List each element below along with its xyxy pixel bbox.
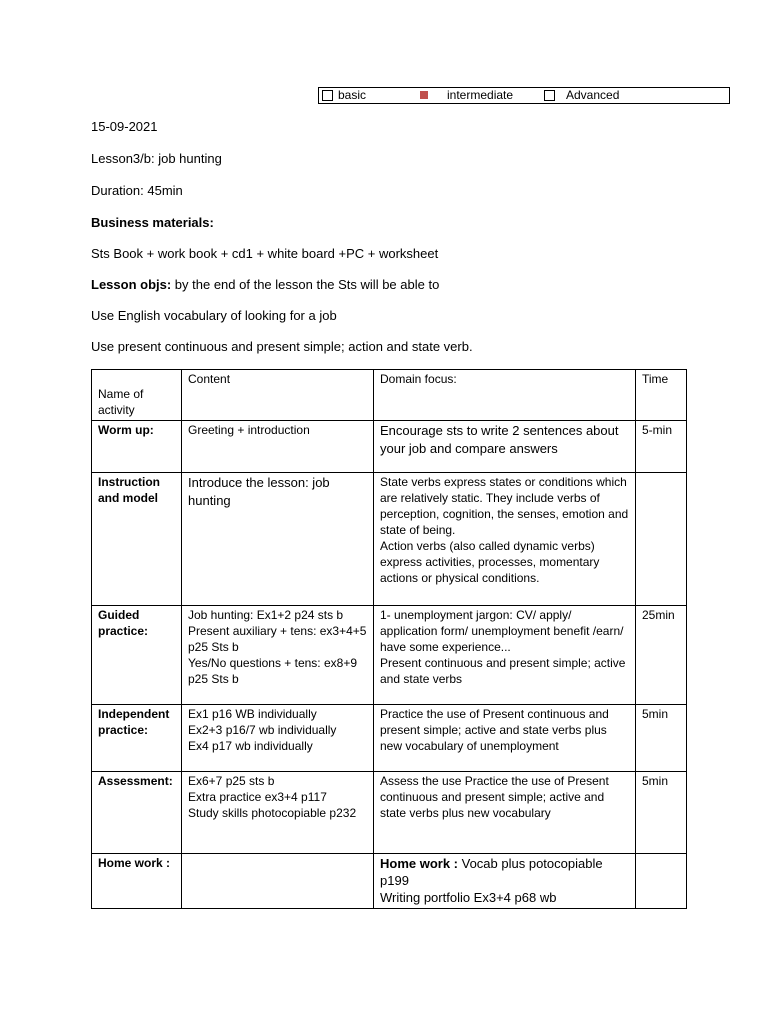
activity-time: 5-min bbox=[636, 421, 687, 473]
activity-domain: State verbs express states or conditions which are relatively static. They include verbs of perception, cognition, the senses, emotion and state of being. Action verbs (also called dynamic verbs) express activities, processes, momentary actions or physical conditions. bbox=[374, 473, 636, 606]
materials-list: Sts Book + work book + cd1 + white board +PC + worksheet bbox=[91, 246, 439, 261]
header-domain-focus: Domain focus: bbox=[374, 370, 636, 421]
activity-name: Instruction and model bbox=[92, 473, 182, 606]
activity-content: Job hunting: Ex1+2 p24 sts b Present auxiliary + tens: ex3+4+5 p25 Sts b Yes/No questions + tens: ex8+9 p25 Sts b bbox=[182, 606, 374, 705]
table-row bbox=[92, 772, 687, 854]
business-materials-heading: Business materials: bbox=[91, 215, 214, 230]
objective-grammar: Use present continuous and present simple; action and state verb. bbox=[91, 339, 473, 354]
advanced-checkbox[interactable] bbox=[544, 90, 555, 101]
activity-domain: 1- unemployment jargon: CV/ apply/ application form/ unemployment benefit /earn/ have some experience... Present continuous and present simple; active and state verbs bbox=[374, 606, 636, 705]
header-content: Content bbox=[182, 370, 374, 421]
objectives-text: by the end of the lesson the Sts will be able to bbox=[171, 277, 440, 292]
activity-domain bbox=[374, 854, 636, 909]
objectives-label: Lesson objs: bbox=[91, 277, 172, 292]
activity-time: 25min bbox=[636, 606, 687, 705]
lesson-objectives bbox=[91, 277, 439, 292]
activity-domain: Encourage sts to write 2 sentences about your job and compare answers bbox=[374, 421, 636, 473]
lesson-duration: Duration: 45min bbox=[91, 183, 183, 198]
advanced-label: Advanced bbox=[566, 88, 620, 102]
activity-content: Ex1 p16 WB individually Ex2+3 p16/7 wb individually Ex4 p17 wb individually bbox=[182, 705, 374, 772]
objective-vocabulary: Use English vocabulary of looking for a job bbox=[91, 308, 337, 323]
lesson-plan-table bbox=[91, 369, 687, 909]
activity-name: Guided practice: bbox=[92, 606, 182, 705]
activity-time: 5min bbox=[636, 772, 687, 854]
activity-name: Home work : bbox=[92, 854, 182, 909]
activity-time bbox=[636, 854, 687, 909]
table-row bbox=[92, 421, 687, 473]
table-row bbox=[92, 854, 687, 909]
homework-text: Vocab plus potocopiable p199 Writing portfolio Ex3+4 p68 wb bbox=[380, 856, 603, 905]
activity-domain: Assess the use Practice the use of Present continuous and present simple; active and state verbs plus new vocabulary bbox=[374, 772, 636, 854]
intermediate-label: intermediate bbox=[447, 88, 514, 102]
proficiency-level-selector bbox=[318, 87, 730, 104]
basic-label: basic bbox=[338, 88, 367, 102]
basic-checkbox[interactable] bbox=[322, 90, 333, 101]
header-time: Time bbox=[636, 370, 687, 421]
activity-domain: Practice the use of Present continuous and present simple; active and state verbs plus new vocabulary of unemployment bbox=[374, 705, 636, 772]
table-row bbox=[92, 473, 687, 606]
header-activity-name: Name of activity bbox=[92, 370, 182, 421]
intermediate-checkbox-selected[interactable] bbox=[420, 91, 428, 99]
activity-time bbox=[636, 473, 687, 606]
activity-content bbox=[182, 854, 374, 909]
table-row bbox=[92, 606, 687, 705]
table-row bbox=[92, 705, 687, 772]
activity-name: Assessment: bbox=[92, 772, 182, 854]
activity-name: Worm up: bbox=[92, 421, 182, 473]
activity-content: Introduce the lesson: job hunting bbox=[182, 473, 374, 606]
activity-content: Greeting + introduction bbox=[182, 421, 374, 473]
activity-time: 5min bbox=[636, 705, 687, 772]
lesson-date: 15-09-2021 bbox=[91, 119, 158, 134]
activity-name: Independent practice: bbox=[92, 705, 182, 772]
table-header-row bbox=[92, 370, 687, 421]
activity-content: Ex6+7 p25 sts b Extra practice ex3+4 p117 Study skills photocopiable p232 bbox=[182, 772, 374, 854]
homework-label: Home work : bbox=[380, 856, 459, 871]
lesson-title: Lesson3/b: job hunting bbox=[91, 151, 222, 166]
